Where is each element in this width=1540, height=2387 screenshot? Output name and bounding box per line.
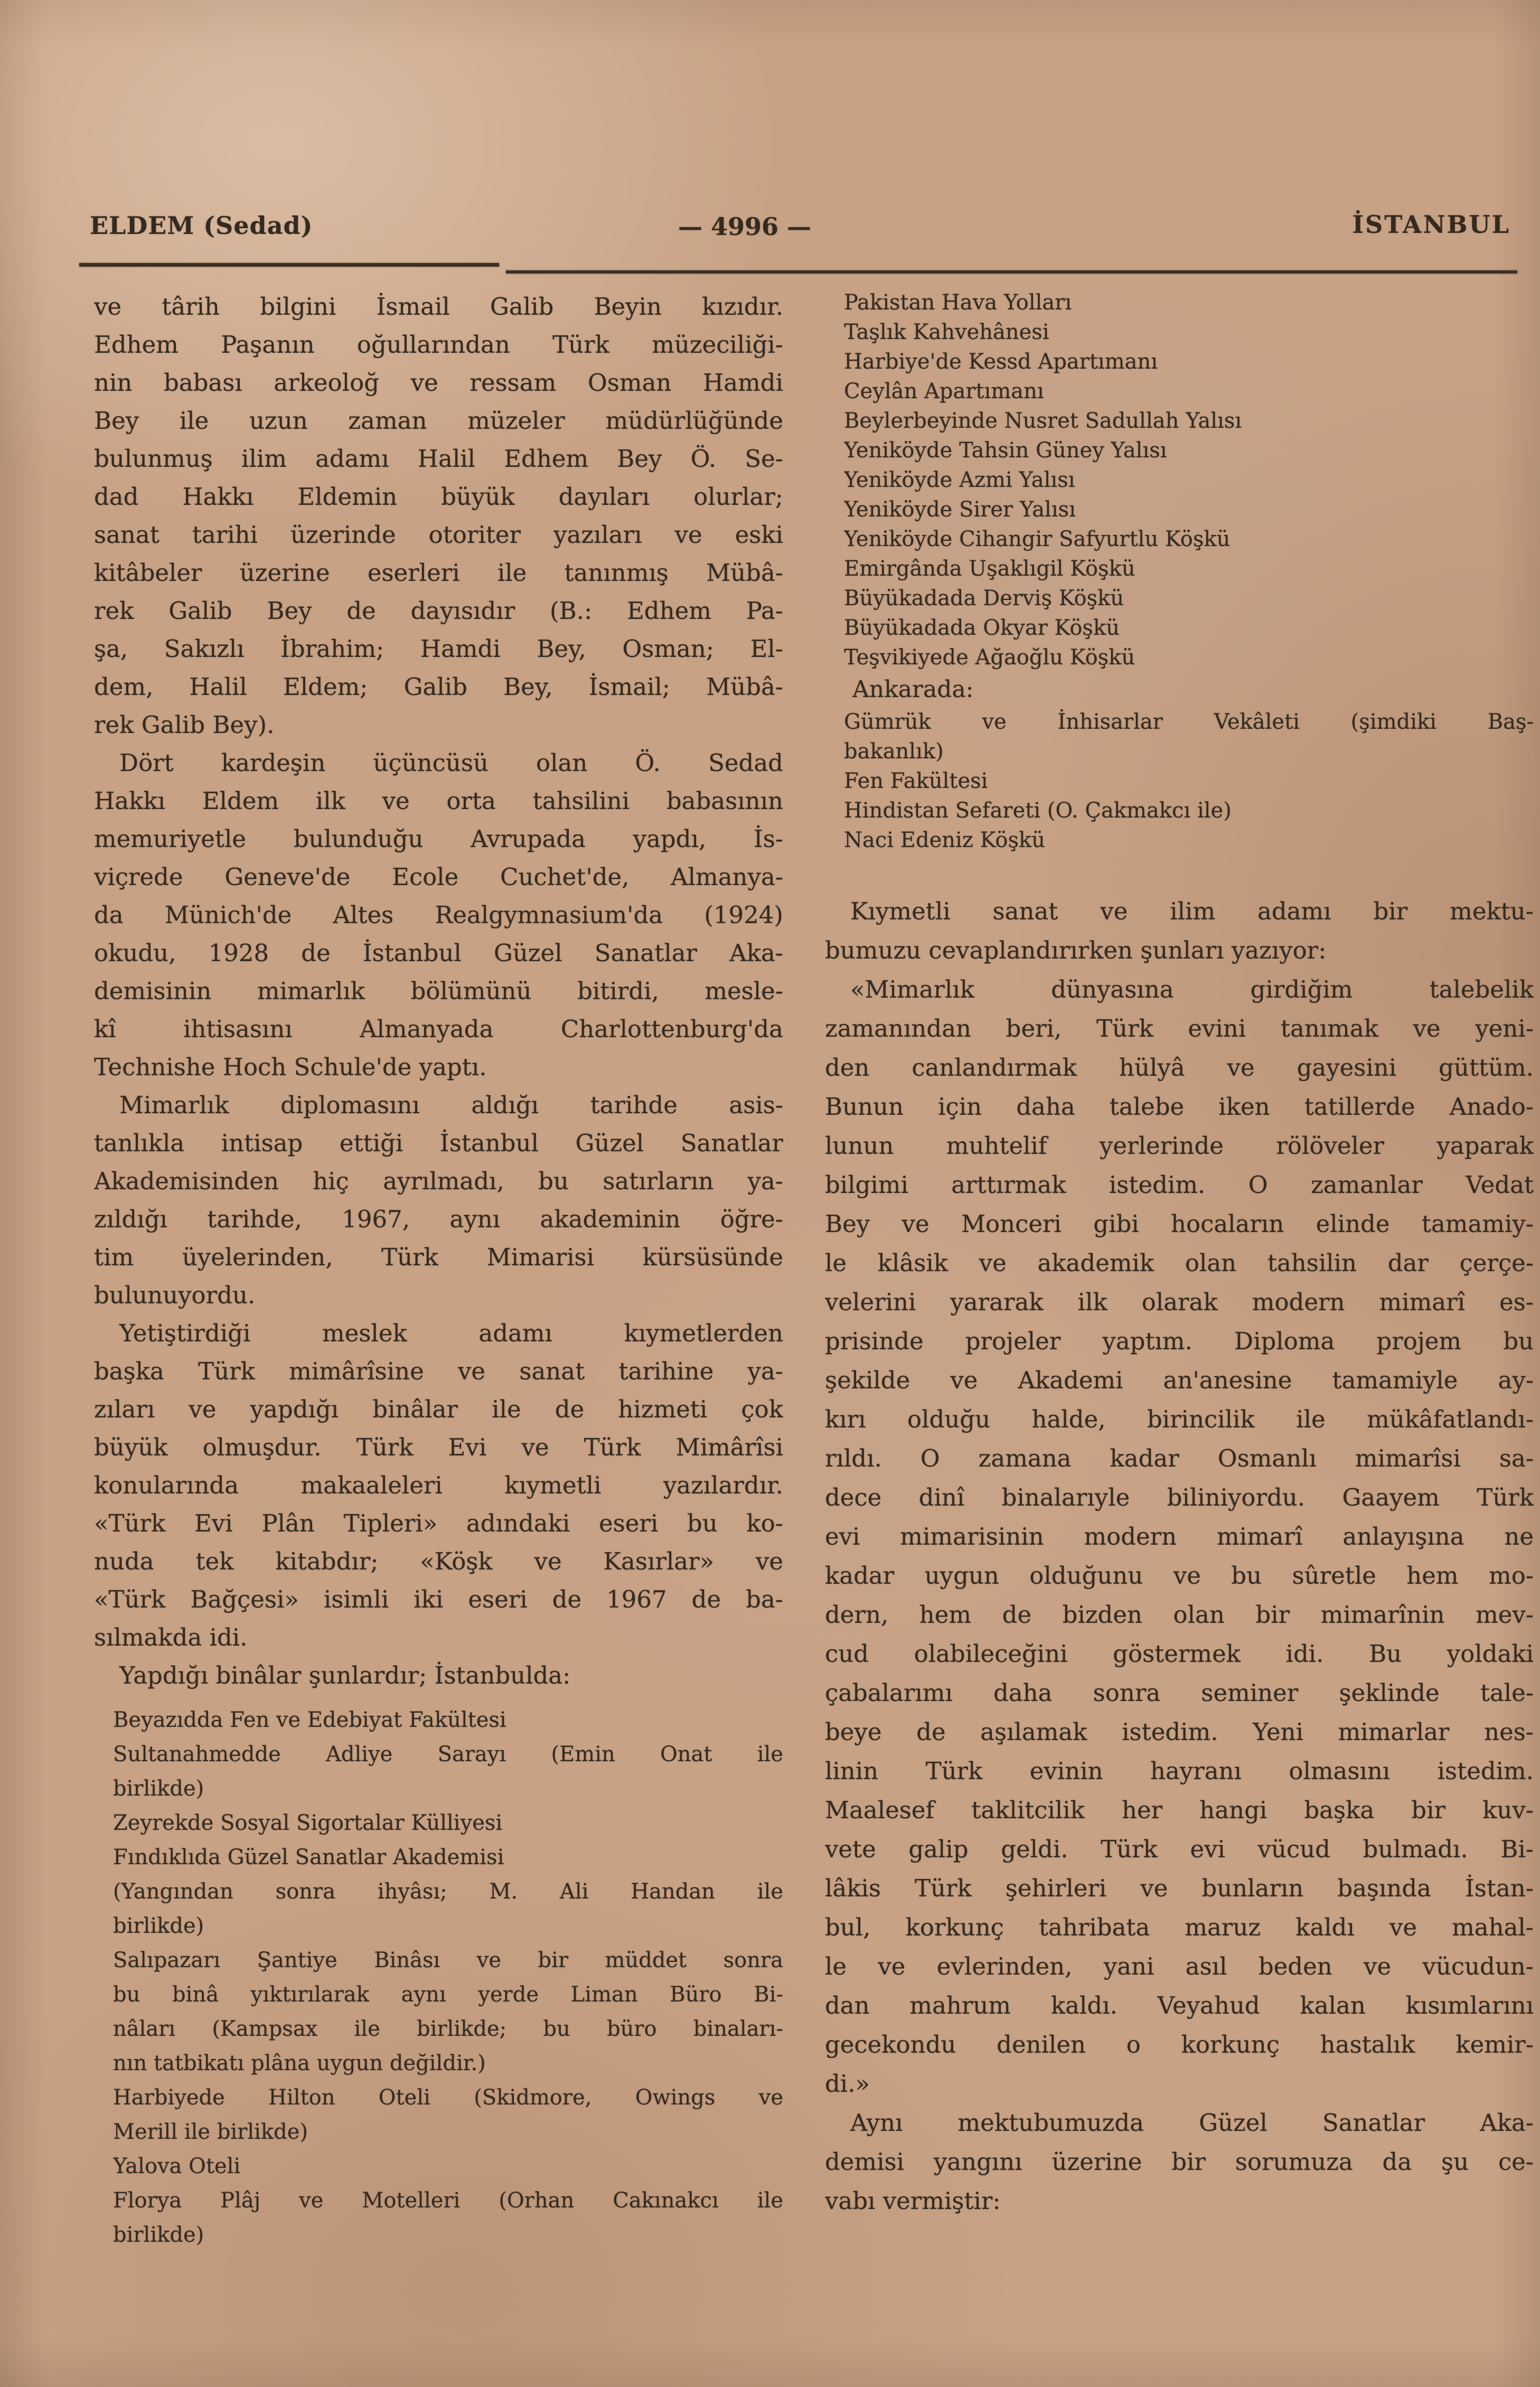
text-line: Kıymetli sanat ve ilim adamı bir mektu- — [850, 897, 1534, 925]
paragraph — [94, 744, 783, 1086]
text-line: Mimarlık diplomasını aldığı tarihde asis- — [119, 1091, 783, 1119]
paragraph — [825, 2103, 1534, 2221]
text-line: Harbiyede Hilton Oteli (Skidmore, Owings ve — [113, 2085, 783, 2110]
text-line: kî ihtisasını Almanyada Charlottenburg'da — [94, 1015, 783, 1043]
text-line: Edhem Paşanın oğullarından Türk müzeciliği- — [94, 331, 783, 359]
text-line: bulunmuş ilim adamı Halil Edhem Bey Ö. Se- — [94, 445, 783, 473]
text-line: nin babası arkeoloğ ve ressam Osman Hamdi — [94, 369, 783, 397]
paragraph — [94, 288, 783, 744]
text-line: Florya Plâj ve Motelleri (Orhan Cakınakcı ile — [113, 2188, 783, 2213]
text-line: dem, Halil Eldem; Galib Bey, İsmail; Mübâ- — [94, 673, 783, 701]
text-line: beye de aşılamak istedim. Yeni mimarlar nes- — [825, 1718, 1534, 1746]
text-line: (Yangından sonra ihyâsı; M. Ali Handan ile — [113, 1879, 783, 1904]
list-item — [113, 1703, 783, 1737]
text-line: zıldığı tarihde, 1967, aynı akademinin öğre- — [94, 1205, 783, 1233]
list-item — [844, 643, 1534, 672]
text-line: Gümrük ve İnhisarlar Vekâleti (şimdiki Baş- — [844, 710, 1534, 734]
text-line: Emirgânda Uşaklıgil Köşkü — [844, 557, 1135, 581]
text-line: Aynı mektubumuzda Güzel Sanatlar Aka- — [850, 2109, 1534, 2137]
text-line: Beylerbeyinde Nusret Sadullah Yalısı — [844, 409, 1242, 433]
text-line: bumuzu cevaplandırırken şunları yazıyor: — [825, 936, 1327, 964]
text-line: Salıpazarı Şantiye Binâsı ve bir müddet sonra — [113, 1948, 783, 1972]
text-line: Yeniköyde Cihangir Safyurtlu Köşkü — [844, 527, 1231, 551]
text-line: dece dinî binalarıyle biliniyordu. Gaayem Türk — [825, 1483, 1534, 1511]
text-line: le klâsik ve akademik olan tahsilin dar çerçe- — [825, 1249, 1534, 1277]
list-item — [113, 1737, 783, 1806]
building-list — [825, 288, 1534, 672]
text-line: Yeniköyde Tahsin Güney Yalısı — [844, 438, 1167, 463]
text-line: rıldı. O zamana kadar Osmanlı mimarîsi sa- — [825, 1444, 1534, 1472]
paragraph — [94, 1314, 783, 1657]
text-line: demisi yangını üzerine bir sorumuza da şu ce- — [825, 2148, 1534, 2176]
text-line: Büyükadada Okyar Köşkü — [844, 616, 1120, 640]
text-line: di.» — [825, 2070, 870, 2098]
list-item — [844, 766, 1534, 796]
text-line: demisinin mimarlık bölümünü bitirdi, mesle- — [94, 977, 783, 1005]
text-line: nâları (Kampsax ile birlikde; bu büro binaları- — [113, 2017, 783, 2041]
list-item — [844, 825, 1534, 855]
list-item — [844, 584, 1534, 613]
text-line: dern, hem de bizden olan bir mimarînin mev- — [825, 1601, 1534, 1629]
text-line: Yeniköyde Sirer Yalısı — [844, 497, 1076, 522]
text-line: «Mimarlık dünyasına girdiğim talebelik — [850, 975, 1534, 1003]
text-line: Fen Fakültesi — [844, 769, 988, 793]
text-line: büyük olmuşdur. Türk Evi ve Türk Mimârîsi — [94, 1433, 783, 1461]
text-line: bul, korkunç tahribata maruz kaldı ve mahal- — [825, 1913, 1534, 1941]
list-item — [844, 347, 1534, 377]
list-item — [113, 2184, 783, 2252]
text-line: da Münich'de Altes Realgymnasium'da (1924) — [94, 901, 783, 929]
text-line: Yapdığı binâlar şunlardır; İstanbulda: — [119, 1661, 571, 1689]
text-line: Yetiştirdiği meslek adamı kıymetlerden — [119, 1319, 783, 1347]
list-item — [844, 796, 1534, 825]
building-list — [94, 1703, 783, 2252]
text-line: memuriyetle bulunduğu Avrupada yapdı, İs- — [94, 825, 783, 853]
text-line: vabı vermiştir: — [825, 2187, 1001, 2215]
text-column-left — [94, 288, 783, 2252]
list-item — [113, 1806, 783, 1840]
text-line: Bey ile uzun zaman müzeler müdürlüğünde — [94, 407, 783, 435]
text-line: gecekondu denilen o korkunç hastalık kemir- — [825, 2031, 1534, 2059]
text-line: Naci Edeniz Köşkü — [844, 828, 1045, 852]
text-line: nın tatbikatı plâna uygun değildir.) — [113, 2051, 486, 2075]
text-line: şekilde ve Akademi an'anesine tamamiyle ay- — [825, 1366, 1534, 1394]
list-item — [844, 317, 1534, 347]
text-line: kitâbeler üzerine eserleri ile tanınmış Mübâ- — [94, 559, 783, 587]
header-rule-left — [79, 263, 499, 267]
text-line: Dört kardeşin üçüncüsü olan Ö. Sedad — [119, 749, 783, 777]
text-line: bakanlık) — [844, 739, 944, 764]
list-item — [844, 406, 1534, 436]
text-line: lunun muhtelif yerlerinde rölöveler yaparak — [825, 1132, 1534, 1160]
text-line: Yalova Oteli — [113, 2154, 241, 2178]
text-line: dan mahrum kaldı. Veyahud kalan kısımlarını — [825, 1991, 1534, 2019]
text-line: le ve evlerinden, yani asıl beden ve vücudun- — [825, 1952, 1534, 1980]
paragraph — [825, 892, 1534, 970]
list-item — [844, 707, 1534, 766]
text-line: nuda tek kitabdır; «Köşk ve Kasırlar» ve — [94, 1547, 783, 1575]
building-list — [825, 707, 1534, 855]
list-item — [844, 554, 1534, 584]
text-line: Hakkı Eldem ilk ve orta tahsilini babasının — [94, 787, 783, 815]
text-line: şa, Sakızlı İbrahim; Hamdi Bey, Osman; El- — [94, 635, 783, 663]
text-line: zıları ve yapdığı binâlar ile de hizmeti çok — [94, 1395, 783, 1423]
text-line: konularında makaaleleri kıymetli yazılardır. — [94, 1471, 783, 1499]
list-item — [844, 288, 1534, 317]
text-line: kadar uygun olduğunu ve bu sûretle hem mo- — [825, 1562, 1534, 1590]
paragraph — [94, 1086, 783, 1314]
text-line: Zeyrekde Sosyal Sigortalar Külliyesi — [113, 1811, 503, 1835]
text-line: ve târih bilgini İsmail Galib Beyin kızıdır. — [94, 293, 783, 321]
text-line: Yeniköyde Azmi Yalısı — [844, 468, 1075, 492]
text-line: velerini yararak ilk olarak modern mimarî es- — [825, 1288, 1534, 1316]
paragraph — [825, 970, 1534, 2103]
text-line: rek Galib Bey). — [94, 711, 275, 739]
text-line: birlikde) — [113, 2223, 204, 2247]
text-line: Technishe Hoch Schule'de yaptı. — [94, 1053, 487, 1081]
text-line: okudu, 1928 de İstanbul Güzel Sanatlar Aka- — [94, 939, 783, 967]
text-line: sılmakda idi. — [94, 1623, 248, 1651]
text-line: Teşvikiyede Ağaoğlu Köşkü — [844, 645, 1135, 670]
text-line: vete galip geldi. Türk evi vücud bulmadı. Bi- — [825, 1835, 1534, 1863]
text-line: Taşlık Kahvehânesi — [844, 320, 1049, 344]
text-line: linin Türk evinin hayranı olmasını istedim. — [825, 1757, 1534, 1785]
text-line: bu binâ yıktırılarak aynı yerde Liman Büro Bi- — [113, 1982, 783, 2007]
running-head-volume: İSTANBUL — [1352, 210, 1510, 239]
text-line: Büyükadada Derviş Köşkü — [844, 586, 1124, 610]
text-line: Maalesef taklitcilik her hangi başka bir kuv- — [825, 1796, 1534, 1824]
text-line: bilgimi arttırmak istedim. O zamanlar Vedat — [825, 1171, 1534, 1199]
text-line: tim üyelerinden, Türk Mimarisi kürsüsünde — [94, 1243, 783, 1271]
text-line: cud olabileceğini göstermek idi. Bu yoldaki — [825, 1640, 1534, 1668]
page-number: — 4996 — — [678, 212, 812, 241]
text-line: «Türk Evi Plân Tipleri» adındaki eseri bu ko- — [94, 1509, 783, 1537]
text-line: evi mimarisinin modern mimarî anlayışına ne — [825, 1523, 1534, 1550]
list-item — [844, 495, 1534, 524]
text-line: Fındıklıda Güzel Sanatlar Akademisi — [113, 1845, 504, 1869]
text-line: Merill ile birlikde) — [113, 2120, 308, 2144]
running-head-entry: ELDEM (Sedad) — [90, 211, 313, 240]
text-line: zamanından beri, Türk evini tanımak ve yeni- — [825, 1014, 1534, 1042]
list-item — [113, 1943, 783, 2081]
text-line: Beyazıdda Fen ve Edebiyat Fakültesi — [113, 1708, 506, 1732]
list-item — [844, 613, 1534, 643]
header-rule-right — [506, 270, 1517, 274]
text-line: Harbiye'de Kessd Apartımanı — [844, 350, 1158, 374]
list-item — [844, 377, 1534, 406]
text-line: Hindistan Sefareti (O. Çakmakcı ile) — [844, 798, 1232, 823]
list-item — [844, 465, 1534, 495]
text-line: kırı olduğu halde, birincilik ile mükâfatlandı- — [825, 1405, 1534, 1433]
text-line: rek Galib Bey de dayısıdır (B.: Edhem Pa- — [94, 597, 783, 625]
list-item — [113, 2149, 783, 2184]
text-line: viçrede Geneve'de Ecole Cuchet'de, Almanya- — [94, 863, 783, 891]
list-item — [844, 436, 1534, 465]
text-line: den canlandırmak hülyâ ve gayesini güttüm. — [825, 1054, 1534, 1082]
text-line: «Türk Bağçesi» isimli iki eseri de 1967 de ba- — [94, 1585, 783, 1613]
paragraph — [94, 1657, 783, 1695]
list-item — [113, 2081, 783, 2149]
text-line: birlikde) — [113, 1777, 204, 1801]
text-line: Akademisinden hiç ayrılmadı, bu satırların ya- — [94, 1167, 783, 1195]
text-line: sanat tarihi üzerinde otoriter yazıları ve eski — [94, 521, 783, 549]
text-line: bulunuyordu. — [94, 1281, 256, 1309]
text-column-right — [825, 288, 1534, 2221]
text-line: çabalarımı daha sonra seminer şeklinde tale- — [825, 1679, 1534, 1707]
list-item — [844, 524, 1534, 554]
text-line: lâkis Türk şehirleri ve bunların başında İstan- — [825, 1874, 1534, 1902]
text-line: Ceylân Apartımanı — [844, 379, 1044, 403]
text-line: tanlıkla intisap ettiği İstanbul Güzel Sanatlar — [94, 1129, 783, 1157]
text-line: Ankarada: — [852, 676, 974, 703]
list-subheading — [825, 672, 1534, 707]
text-line: dad Hakkı Eldemin büyük dayıları olurlar; — [94, 483, 783, 511]
text-line: Pakistan Hava Yolları — [844, 290, 1072, 315]
text-line: Sultanahmedde Adliye Sarayı (Emin Onat ile — [113, 1742, 783, 1766]
text-line: birlikde) — [113, 1914, 204, 1938]
text-line: Bunun için daha talebe iken tatillerde Anado- — [825, 1093, 1534, 1121]
text-line: Bey ve Monceri gibi hocaların elinde tamamiy- — [825, 1210, 1534, 1238]
list-item — [113, 1840, 783, 1943]
text-line: başka Türk mimârîsine ve sanat tarihine ya- — [94, 1357, 783, 1385]
text-line: prisinde projeler yaptım. Diploma projem bu — [825, 1327, 1534, 1355]
